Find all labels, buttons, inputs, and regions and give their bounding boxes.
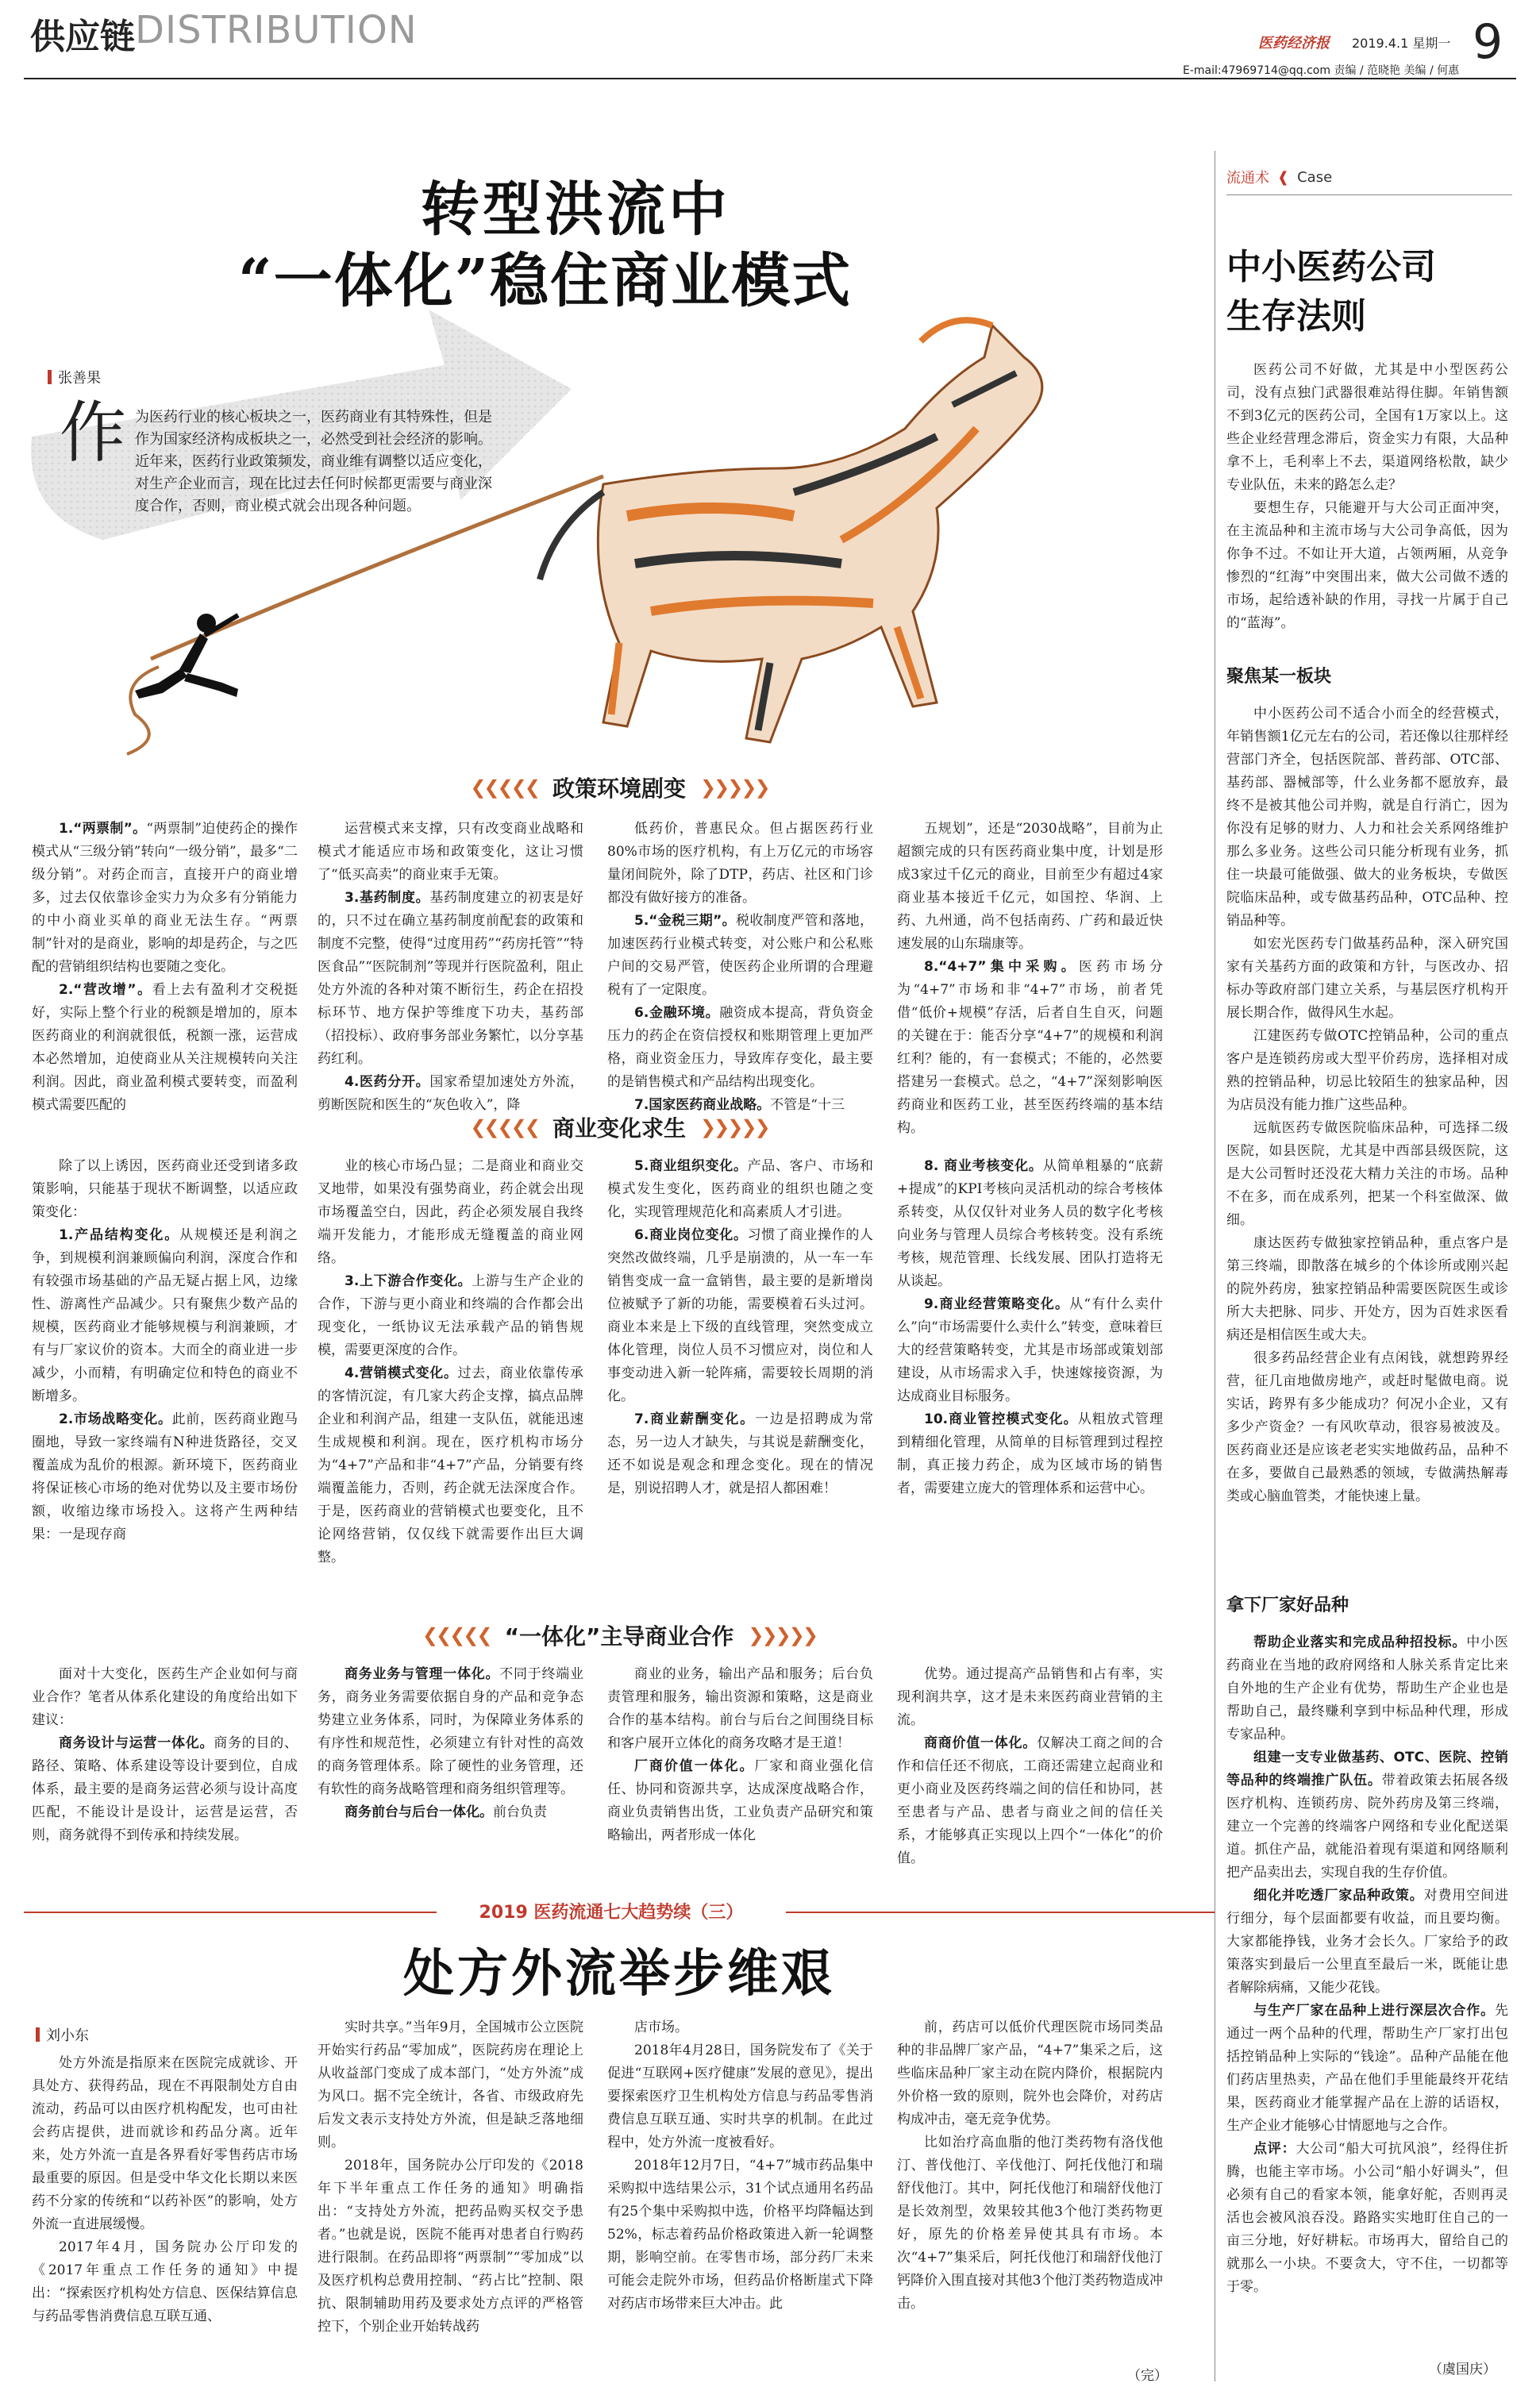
paragraph: 要想生存，只能避开与大公司正面冲突，在主流品种和主流市场与大公司争高低，因为你争不过。不如让开大道，占领两厢，从竞争惨烈的“红海”中突围出来，做大公司做不透的市场，起给透补缺的作用，寻找一片属于自己的“蓝海”。	[1226, 500, 1508, 631]
article-column	[32, 818, 298, 1135]
paragraph: 6.商业岗位变化。习惯了商业操作的人突然改做终端，几乎是崩溃的，从一车一车销售变成一盒一盒销售，最主要的是新增岗位被赋予了新的功能，需要模着石头过河。商业本来是上下级的直线管理，突然变成立体化管理，岗位人员不习惯应对，岗位和人事变动进入新一轮阵痛，需要较长周期的消化。	[607, 1227, 873, 1404]
sidebar-tag-cn: 流通术	[1226, 170, 1269, 187]
paragraph: 医药公司不好做，尤其是中小型医药公司，没有点独门武器很难站得住脚。年销售额不到3亿元的医药公司，全国有1万家以上。这些企业经营理念滞后，资金实力有限，大品种拿不上，毛利率上不去，渠道网络松散，缺少专业队伍，未来的路怎么走？	[1226, 362, 1508, 493]
paragraph: 厂商价值一体化。厂家和商业强化信任、协同和资源共享，达成深度战略合作，商业负责销售出货，工业负责产品研究和策略输出，两者形成一体化	[607, 1758, 873, 1843]
masthead-logo: 医药经济报	[1258, 35, 1330, 52]
author-name: 张善果	[58, 370, 101, 387]
section-title-en: DISTRIBUTION	[135, 8, 418, 52]
paragraph: 4.医药分开。国家希望加速处方外流，剪断医院和医生的“灰色收入”，降	[318, 1074, 583, 1113]
chevron-left-icon: ❮❮❮❮❮	[422, 1624, 491, 1646]
paragraph: 3.基药制度。基药制度建立的初衷是好的，只不过在确立基药制度前配套的政策和制度不完整，使得“过度用药”“药房托管”“特医食品”“医院制剂”等现并行医院盈利，阻止处方外流的各种对策不断衍生，药企在招投标环节、地方保护等维度下功夫，基药部（招投标）、政府事务部业务繁忙，以分享基药红利。	[318, 890, 583, 1067]
bold-lead-in: 组建一支专业做基药、OTC、医院、控销等品种的终端推广队伍。	[1226, 1750, 1508, 1788]
author-name: 刘小东	[46, 2027, 89, 2044]
bold-lead-in: 9.商业经营策略变化。	[924, 1296, 1070, 1312]
sidebar-title-line1: 中小医药公司	[1226, 247, 1436, 287]
sidebar-intro	[1226, 359, 1508, 660]
bold-lead-in: 商务业务与管理一体化。	[345, 1666, 500, 1682]
sidebar-subhead-2: 拿下厂家好品种	[1226, 1596, 1349, 1615]
section-heading-1	[24, 772, 1215, 803]
article-column	[607, 818, 873, 1135]
bold-lead-in: 2.“营改增”。	[59, 982, 152, 998]
paragraph: 帮助企业落实和完成品种招投标。中小医药商业在当地的政府网络和人脉关系肯定比来自外地的生产企业有优势，帮助生产企业也是帮助自己，最终赚利享到中标品种代理，形成专家品种。	[1226, 1634, 1508, 1742]
bold-lead-in: 4.营销模式变化。	[345, 1365, 458, 1381]
chevron-right-icon: ❯❯❯❯❯	[748, 1624, 816, 1646]
section-title-cn: 供应链	[30, 17, 135, 57]
paragraph: 商务业务与管理一体化。不同于终端业务，商务业务需要依据自身的产品和竞争态势建立业务体系，同时，为保障业务体系的有序性和规范性，必须建立有针对性的高效的商务管理体系。除了硬性的业务管理，还有软性的商务战略管理和商务组织管理等。	[318, 1666, 583, 1797]
paragraph: 9.商业经营策略变化。从“有什么卖什么”向“市场需要什么卖什么”转变，意味着巨大的经营策略转变，尤其是市场部或策划部建设，从市场需求入手，快速嫁接资源，为达成商业目标服务。	[897, 1296, 1163, 1404]
series-rule-right	[786, 1912, 1215, 1913]
paragraph: 商务前台与后台一体化。前台负责	[345, 1804, 547, 1820]
article-column	[897, 1155, 1163, 1596]
paragraph: 店市场。	[634, 2019, 688, 2035]
paragraph: 2017年4月，国务院办公厅印发的《2017年重点工作任务的通知》中提出：“探索医疗机构处方信息、医保结算信息与药品零售消费信息互联互通、	[32, 2239, 298, 2324]
paragraph: 业的核心市场凸显；二是商业和商业交叉地带，如果没有强势商业，药企就会出现市场覆盖空白，因此，药企必须发展自我终端开发能力，才能形成无缝覆盖的商业网络。	[318, 1158, 583, 1266]
paragraph: 细化并吃透厂家品种政策。对费用空间进行细分，每个层面都要有收益，而且要均衡。大家都能挣钱，业务才会长久。厂家给予的政策落实到最后一公里直至最后一米，既能让患者解除病痛，又能少花钱。	[1226, 1888, 1508, 1996]
paragraph: 8.“4+7”集中采购。医药市场分为“4+7”市场和非“4+7”市场，前者凭借“低价+规模”存活，后者自生自灭，问题的关键在于：能否分享“4+7”的规模和利润红利？能的，有一套模式；不能的，必然要搭建另一套模式。总之，“4+7”深刻影响医药商业和医药工业，甚至医药终端的基本结构。	[897, 959, 1163, 1135]
second-author-byline	[36, 2024, 89, 2045]
bold-lead-in: 6.商业岗位变化。	[634, 1227, 748, 1243]
article-column	[607, 2016, 873, 2385]
sidebar-body-2	[1226, 1631, 1508, 2346]
article-column	[318, 2016, 583, 2385]
paragraph: 实时共享。”当年9月，全国城市公立医院开始实行药品“零加成”，医院药房在理论上从收益部门变成了成本部门，“处方外流”成为风口。据不完全统计，各省、市级政府先后发文表示支持处方外流，但是缺乏落地细则。	[318, 2019, 583, 2150]
paragraph: 1.产品结构变化。从规模还是利润之争，到规模利润兼顾偏向利润，深度合作和有较强市场基础的产品无疑占据上风，边缘性、游离性产品减少。只有聚焦少数产品的规模，医药商业才能够规模与利润兼顾，才有与厂家议价的资本。大而全的商业进一步减少，小而精，有明确定位和特色的商业不断增多。	[32, 1227, 298, 1404]
section-heading-3	[24, 1619, 1215, 1651]
paragraph: 10.商业管控模式变化。从粗放式管理到精细化管理，从简单的目标管理到过程控制，真正接力药企，成为区域市场的销售者，需要建立庞大的管理体系和运营中心。	[897, 1411, 1163, 1496]
section-heading-2	[24, 1111, 1215, 1143]
article-column	[318, 1663, 583, 1877]
paragraph: 2018年4月28日，国务院发布了《关于促进“互联网+医疗健康”发展的意见》，提出要探索医疗卫生机构处方信息与药品零售消费信息互联互通、实时共享的机制。在此过程中，处方外流一度被看好。	[607, 2043, 873, 2150]
horse-shape	[540, 320, 1042, 742]
article-column	[897, 818, 1163, 1135]
header-rule	[24, 78, 1516, 79]
section-heading-text: “一体化”主导商业合作	[504, 1623, 734, 1650]
chevron-left-icon: ❮❮❮❮❮	[470, 776, 538, 799]
paragraph: 与生产厂家在品种上进行深层次合作。先通过一两个品种的代理，帮助生产厂家打出包括控销品种上实际的“钱途”。品种产品能在他们药店里热卖，产品在他们手里能最终开花结果，医药商业才能掌握产品在上游的话语权，生产企业才能够心甘情愿地与之合作。	[1226, 2003, 1508, 2134]
article-column	[607, 1663, 873, 1877]
paragraph: 8. 商业考核变化。从简单粗暴的“底薪+提成”的KPI考核向灵活机动的综合考核体系转变，从仅仅针对业务人员的数字化考核向业务与管理人员综合考核转变。没有系统考核，规范管理、长线发展、团队打造将无从谈起。	[897, 1158, 1163, 1289]
bold-lead-in: 帮助企业落实和完成品种招投标。	[1253, 1634, 1467, 1650]
sidebar-tag	[1226, 167, 1332, 187]
paragraph: 优势。通过提高产品销售和占有率，实现利润共享，这才是未来医药商业营销的主流。	[897, 1666, 1163, 1728]
article-column	[32, 1663, 298, 1877]
paragraph: 商商价值一体化。仅解决工商之间的合作和信任还不彻底，工商还需建立起商业和更小商业及医药终端之间的信任和协同，甚至患者与产品、患者与商业之间的信任关系，才能够真正实现以上四个“一体化”的价值。	[897, 1735, 1163, 1866]
sidebar-title-line2: 生存法则	[1226, 296, 1366, 337]
bracket-icon: ❰	[1277, 168, 1290, 186]
bold-lead-in: 6.金融环境。	[634, 1005, 720, 1021]
bold-lead-in: 7.商业薪酬变化。	[634, 1411, 756, 1427]
bold-lead-in: 5.“金税三期”。	[634, 913, 736, 929]
paragraph: 7.国家医药商业战略。不管是“十三	[634, 1097, 845, 1113]
page-number: 9	[1473, 14, 1503, 70]
sidebar-byline: （虞国庆）	[1429, 2362, 1496, 2378]
article-column	[897, 1663, 1163, 1877]
second-title: 处方外流举步维艰	[403, 1944, 835, 2004]
sidebar-subhead-1: 聚焦某一板块	[1226, 667, 1332, 687]
bold-lead-in: 1.产品结构变化。	[59, 1227, 180, 1243]
man-figure	[135, 614, 238, 699]
series-label: 2019 医药流通七大趋势续（三）	[479, 1903, 744, 1923]
bold-lead-in: 3.基药制度。	[345, 890, 430, 906]
paragraph: 前，药店可以低价代理医院市场同类品种的非品牌厂家产品，“4+7”集采之后，这些临床品种厂家主动在院内降价，根据院内外价格一致的原则，院外也会降价，对药店构成冲击，毫无竞争优势。	[897, 2019, 1163, 2127]
end-mark: （完）	[1127, 2368, 1168, 2384]
bold-lead-in: 2.市场战略变化。	[59, 1411, 172, 1427]
paragraph: 点评：大公司“船大可抗风浪”，经得住折腾，也能主宰市场。小公司“船小好调头”，但必须有自己的看家本领，能拿好舵，否则再灵活也会被风浪吞没。路路实实地盯住自己的一亩三分地，好好耕耘。市场再大，留给自己的就那么一小块。不要贪大，守不住，一切都等于零。	[1226, 2141, 1508, 2295]
paragraph: 中小医药公司不适合小而全的经营模式，年销售额1亿元左右的公司，若还像以往那样经营部门齐全，包括医院部、普药部、OTC部、基药部、器械部等，什么业务都不愿放弃，最终不是被其他公司并购，就是自行消亡，因为你没有足够的财力、人力和社会关系网络维护那么多业务。这些公司只能分析现有业务，抓住一块最可能做强、做大的业务板块，专做医院临床品种，或专做基药品种，OTC品种、控销品种等。	[1226, 706, 1508, 929]
series-rule-left	[24, 1912, 437, 1913]
article-column	[318, 818, 583, 1135]
section-heading-text: 商业变化求生	[552, 1115, 686, 1142]
paragraph: 面对十大变化，医药生产企业如何与商业合作？笔者从体系化建设的角度给出如下建议：	[32, 1666, 298, 1728]
bold-lead-in: 8.“4+7”集中采购。	[924, 959, 1080, 975]
article-column	[318, 1155, 583, 1596]
paragraph: 2.市场战略变化。此前，医药商业跑马圈地，导致一家终端有N种进货路径，交叉覆盖成为乱价的根源。新环境下，医药商业将保证核心市场的绝对优势以及主要市场份额，收缩边缘市场投入。这将产生两种结果：一是现存商	[32, 1411, 298, 1542]
bold-lead-in: 3.上下游合作变化。	[345, 1273, 472, 1289]
paragraph: 3.上下游合作变化。上游与生产企业的合作，下游与更小商业和终端的合作都会出现变化，一纸协议无法承载产品的销售规模，需要更深度的合作。	[318, 1273, 583, 1358]
paragraph: 处方外流是指原来在医院完成就诊、开具处方、获得药品，现在不再限制处方自由流动，药品可以由医疗机构配发，也可由社会药店提供，进而就诊和药品分离。近年来，处方外流一直是各界看好零售药店市场最重要的原因。但是受中华文化长期以来医药不分家的传统和“以药补医”的影响，处方外流一直进展缓慢。	[32, 2055, 298, 2232]
article-column	[32, 1155, 298, 1596]
issue-date: 2019.4.1 星期一	[1352, 36, 1451, 51]
main-title-line2: “一体化”稳住商业模式	[238, 247, 853, 315]
bold-lead-in: 8. 商业考核变化。	[924, 1158, 1043, 1174]
chevron-left-icon: ❮❮❮❮❮	[470, 1116, 538, 1138]
bold-lead-in: 细化并吃透厂家品种政策。	[1253, 1888, 1424, 1904]
paragraph: 比如治疗高血脂的他汀类药物有洛伐他汀、普伐他汀、辛伐他汀、阿托伐他汀和瑞舒伐他汀。其中，阿托伐他汀和瑞舒伐他汀是长效剂型，效果较其他3个他汀类药物更好，原先的价格差异使其具有市场。本次“4+7”集采后，阿托伐他汀和瑞舒伐他汀钙降价入围直接对其他3个他汀类药物造成冲击。	[897, 2135, 1163, 2312]
bold-lead-in: 厂商价值一体化。	[634, 1758, 755, 1774]
paragraph: 2.“营改增”。看上去有盈利才交税挺好，实际上整个行业的税额是增加的，原本医药商业的利润就很低，税额一涨，运营成本必然增加，迫使商业从关注规模转向关注利润。因此，商业盈利模式要转变，而盈利模式需要匹配的	[32, 982, 298, 1113]
paragraph: 1.“两票制”。“两票制”迫使药企的操作模式从“三级分销”转向“一级分销”，最多“二级分销”。对药企而言，直接开户的商业增多，过去仅依靠诊金实力为众多有分销能力的中小商业买单的商业无法生存。“两票制”针对的是商业，影响的却是药企，与之匹配的营销组织结构也要随之变化。	[32, 821, 298, 975]
paragraph: 很多药品经营企业有点闲钱，就想跨界经营，征几亩地做房地产，或赶时髦做电商。说实话，跨界有多少能成功？何况小企业，又有多少产资金？一有风吹草动，很容易被波及。医药商业还是应该老老实实地做药品，品种不在多，要做自己最熟悉的领域，专做满热解毒类或心脑血管类，才能快速上量。	[1226, 1350, 1508, 1504]
paragraph: 商业的业务，输出产品和服务；后台负责管理和服务，输出资源和策略，这是商业合作的基本结构。前台与后台之间围绕目标和客户展开立体化的商务攻略才是王道！	[607, 1666, 873, 1751]
paragraph: 如宏光医药专门做基药品种，深入研究国家有关基药方面的政策和方针，与医改办、招标办等政府部门建立关系，与基层医疗机构开展长期合作，做得风生水起。	[1226, 936, 1508, 1021]
bold-lead-in: 7.国家医药商业战略。	[634, 1097, 771, 1113]
paragraph: 远航医药专做医院临床品种，可选择二级医院，如县医院，尤其是中西部县级医院，这是大公司暂时还没花大精力关注的市场。品种不在多，而在成系列，把某一个科室做深、做细。	[1226, 1120, 1508, 1228]
paragraph: 低药价，普惠民众。但占据医药行业80%市场的医疗机构，有上万亿元的市场容量闭间院外，除了DTP，药店、社区和门诊都没有做好接方的准备。	[607, 821, 873, 906]
paragraph: 除了以上诱因，医药商业还受到诸多政策影响，只能基于现状不断调整，以适应政策变化：	[32, 1158, 298, 1220]
sidebar-tag-en: Case	[1297, 168, 1333, 186]
byline-bar	[36, 2027, 40, 2042]
horse-illustration	[0, 310, 1207, 762]
chevron-right-icon: ❯❯❯❯❯	[700, 776, 768, 799]
main-title-line1: 转型洪流中	[421, 175, 730, 244]
bold-lead-in: 商务设计与运营一体化。	[59, 1735, 214, 1751]
bold-lead-in: 5.商业组织变化。	[634, 1158, 748, 1174]
section-heading-text: 政策环境剧变	[552, 776, 686, 802]
bold-lead-in: 商商价值一体化。	[924, 1735, 1037, 1751]
paragraph: 2018年12月7日，“4+7”城市药品集中采购拟中选结果公示，31个试点通用名药品有25个集中采购拟中选，价格平均降幅达到52%，标志着药品价格政策进入新一轮调整期，影响空前。在零售市场，部分药厂未来可能会走院外市场，但药品价格断崖式下降对药店市场带来巨大冲击。此	[607, 2158, 873, 2312]
paragraph: 7.商业薪酬变化。一边是招聘成为常态，另一边人才缺失，与其说是薪酬变化，还不如说是观念和理念变化。现在的情况是，别说招聘人才，就是招人都困难！	[607, 1411, 873, 1496]
chevron-right-icon: ❯❯❯❯❯	[700, 1116, 768, 1138]
paragraph: 4.营销模式变化。过去，商业依靠传承的客情沉淀，有几家大药企支撑，搞点品牌企业和利润产品，组建一支队伍，就能迅速生成规模和利润。现在，医疗机构市场分为“4+7”产品和非“4+7”产品，分销要有终端覆盖能力，否则，药企就无法深度合作。于是，医药商业的营销模式也要变化，且不论网络营销，仅仅线下就需要作出巨大调整。	[318, 1365, 583, 1565]
sidebar-top-rule	[1226, 194, 1512, 195]
paragraph: 5.商业组织变化。产品、客户、市场和模式发生变化，医药商业的组织也随之变化，实现管理规范化和高素质人才引进。	[607, 1158, 873, 1220]
bold-lead-in: 4.医药分开。	[345, 1074, 430, 1090]
paragraph: 商务设计与运营一体化。商务的目的、路径、策略、体系建设等设计要到位，自成体系，最主要的是商务运营必须与设计高度匹配，不能设计是设计，运营是运营，否则，商务就得不到传承和持续发展。	[32, 1735, 298, 1843]
author-byline	[48, 367, 101, 387]
bold-lead-in: 10.商业管控模式变化。	[924, 1411, 1078, 1427]
header-contact: E-mail:47969714@qq.com 责编 / 范晓艳 美编 / 何惠	[1183, 64, 1460, 77]
bold-lead-in: 1.“两票制”。	[59, 821, 147, 837]
paragraph: 6.金融环境。融资成本提高，背负资金压力的药企在资信授权和账期管理上更加严格，商业资金压力，导致库存变化，最主要的是销售模式和产品结构出现变化。	[607, 1005, 873, 1090]
article-column	[897, 2016, 1163, 2366]
article-column	[32, 2052, 298, 2385]
lead-dropcap: 作	[60, 394, 127, 472]
bold-lead-in: 与生产厂家在品种上进行深层次合作。	[1253, 2003, 1495, 2019]
bold-lead-in: 点评：	[1253, 2141, 1296, 2157]
lead-paragraph: 为医药行业的核心板块之一，医药商业有其特殊性，但是作为国家经济构成板块之一，必然受到社会经济的影响。近年来，医药行业政策频发，商业维有调整以适应变化，对生产企业而言，现在比过去任何时候都更需要与商业深度合作，否则，商业模式就会出现各种问题。	[135, 409, 492, 514]
paragraph: 5.“金税三期”。税收制度严管和落地，加速医药行业模式转变，对公账户和公私账户间的交易严管，使医药企业所谓的合理避税有了一定限度。	[607, 913, 873, 998]
sidebar-body-1	[1226, 703, 1508, 1584]
paragraph: 康达医药专做独家控销品种，重点客户是第三终端，即散落在城乡的个体诊所或刚兴起的院外药房，独家控销品种需要医院医生或诊所大夫把脉、同步、开处方，因为百姓求医看病还是相信医生或大夫。	[1226, 1235, 1508, 1343]
paragraph: 运营模式来支撑，只有改变商业战略和模式才能适应市场和政策变化，这让习惯了“低买高卖”的商业束手无策。	[318, 821, 583, 883]
byline-bar	[48, 370, 52, 384]
paragraph: 2018年，国务院办公厅印发的《2018年下半年重点工作任务的通知》明确指出：“支持处方外流，把药品购买权交予患者。”也就是说，医院不能再对患者自行购药进行限制。在药品即将“两票制”“零加成”以及医疗机构总费用控制、“药占比”控制、限抗、限制辅助用药及要求处方点评的严格管控下，个别企业开始转战药	[318, 2158, 583, 2335]
article-column	[607, 1155, 873, 1596]
paragraph: 五规划”，还是“2030战略”，目前为止超额完成的只有医药商业集中度，计划是形成3家过千亿元的商业，目前至少有超过4家商业基本接近千亿元，如国控、华润、上药、九州通，尚不包括南药、广药和最近快速发展的山东瑞康等。	[897, 821, 1163, 952]
bold-lead-in: 商务前台与后台一体化。	[345, 1804, 493, 1820]
paragraph: 组建一支专业做基药、OTC、医院、控销等品种的终端推广队伍。带着政策去拓展各级医疗机构、连锁药房、院外药房及第三终端，建立一个完善的终端客户网络和专业化配送渠道。抓住产品，就能沿着现有渠道和网络顺利把产品卖出去，实现自我的生存价值。	[1226, 1750, 1508, 1881]
paragraph: 江建医药专做OTC控销品种，公司的重点客户是连锁药房或大型平价药房，选择相对成熟的控销品种，切忌比较陌生的独家品种，因为店员没有能力推广这些品种。	[1226, 1028, 1508, 1113]
